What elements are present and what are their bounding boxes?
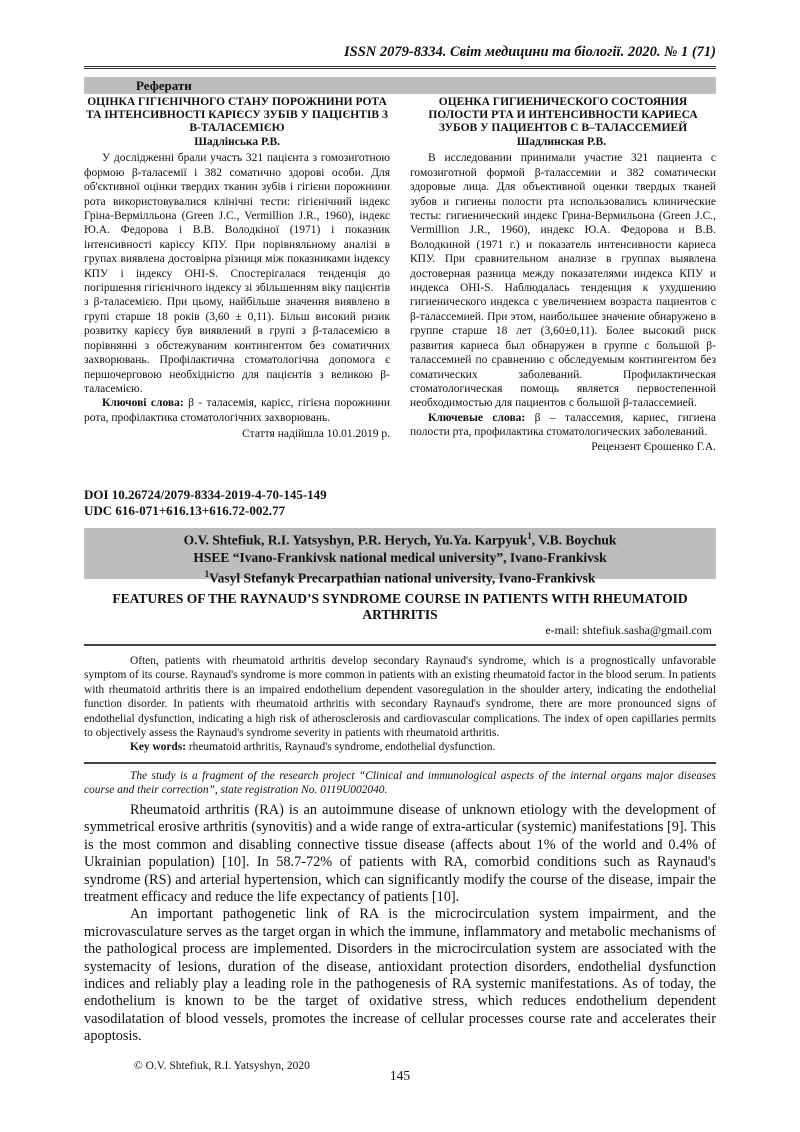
body-paragraph: An important pathogenetic link of RA is the microcirculation system impairment, and the microvasculature serves as the target organ in which the immune, inflammatory and metabolic mechanisms of the pathological process are implemented. Disorders in the microcirculation system are associated with the systemacity of lesions, duration of the disease, antioxidant protection disorders, endothelial dysfunction indices and reliably play a leading role in the pathogenesis of RA systemic manifestations. As of today, the endothelium is known to be the target of oxidative stress, which reduces endothelium dependent vasodilatation of blood vessels, promotes the increase of cellular processes course rate and accelerates their apoptosis. (84, 906, 716, 1045)
article-summary (84, 654, 716, 755)
journal-header: ISSN 2079-8334. Світ медицини та біології. 2020. № 1 (71) (84, 44, 716, 69)
abstract-ua-keywords-label: Ключові слова: (102, 397, 184, 410)
abstract-ru-keywords-label: Ключевые слова: (428, 411, 526, 424)
abstract-russian (410, 96, 716, 454)
abstract-ru-text: В исследовании принимали участие 321 пациента с гомозиготной формой β-талассемии и 382 соматически здоровые лица. Для объективной оценки твердых тканей зубов и гигиены полости рта использовались клинические тесты: гигиенический индекс Грина-Вермильона (Green J.C., Vermillion J.R., 1960), индекс Ю.А. Федорова и В.В. Володкиной (1971 г.) и показатель интенсивности кариеса КПУ. При сравнительном анализе в группах выявлена достоверная разница между показателями индекса КПУ и индекса ОНI-S. Наблюдалась тенденция к ухудшению гигиенического индекса с увеличением возраста пациентов с β-талассемией. При этом, наибольшее значение обнаружено в группе старше 18 лет (3,60±0,11). Более высокий риск развития кариеса был обнаружен в группе с большой β-талассемией по сравнению с обследуемым контингентом без соматических заболеваний. Профилактическая стоматологическая помощь является первостепенной необходимостью для пациентов с большой β-талассемией. (410, 152, 716, 410)
udc: UDC 616-071+616.13+616.72-002.77 (84, 503, 286, 518)
abstract-ua-received: Стаття надійшла 10.01.2019 р. (242, 428, 390, 441)
divider (84, 644, 716, 646)
affiliation-secondary: $^1$Vasyl Stefanyk Precarpathian national university, Ivano-Frankivsk (204, 568, 596, 585)
abstract-ru-keywords-text: β – талассемия, кариес, гигиена полости рта, профилактика стоматологических заболеваний. (410, 411, 716, 439)
abstract-ua-title: ОЦІНКА ГІГІЄНІЧНОГО СТАНУ ПОРОЖНИНИ РОТА ТА ІНТЕНСИВНОСТІ КАРІЄСУ ЗУБІВ У ПАЦІЄНТІВ З В-ТАЛАСЕМІЄЮ (85, 96, 388, 134)
summary-keywords-label: Key words: (130, 741, 186, 754)
copyright: © O.V. Shtefiuk, R.I. Yatsyshyn, 2020 (134, 1060, 310, 1072)
author-email[interactable]: e-mail: shtefiuk.sasha@gmail.com (545, 623, 712, 637)
abstract-ua-keywords-text: β - таласемія, карієс, гігієна порожнини рота, профілактика стоматологічних захворювань. (84, 397, 390, 424)
summary-keywords-text: rheumatoid arthritis, Raynaud's syndrome, endothelial dysfunction. (188, 741, 496, 754)
abstract-ru-author: Шадлинская Р.В. (516, 136, 606, 148)
affiliation-main: HSEE “Ivano-Frankivsk national medical university”, Ivano-Frankivsk (193, 549, 607, 565)
body-paragraph: Rheumatoid arthritis (RA) is an autoimmune disease of unknown etiology with the development of symmetrical erosive arthritis (synovitis) and a wide range of extra-articular (systemic) manifestations [9]. This is the most common and disabling connective tissue disease (affects about 1% of the world and 0.4% of Ukrainian population) [10]. In 58.7-72% of patients with RA, comorbid conditions such as Raynaud's syndrome (RS) and arterial hypertension, which can significantly modify the course of the disease, impair the treatment efficacy and reduce the life expectancy of patients [10]. (84, 802, 716, 906)
abstract-ru-reviewer: Рецензент Єрошенко Г.А. (591, 440, 716, 453)
doi-block (84, 487, 327, 519)
summary-text: Often, patients with rheumatoid arthritis develop secondary Raynaud's syndrome, which is a prognostically unfavorable symptom of its course. Raynaud's syndrome is more common in patients with an existing rheumatoid factor in the blood serum. In patients with rheumatoid arthritis there is an impaired endothelium dependent vasoregulation in the shoulder artery, indicating the endothelial function disorder. In patients with rheumatoid arthritis with secondary Raynaud's syndrome, there are more pronounced signs of endothelial dysfunction, indicating a high risk of atherosclerosis and cardiovascular complications. The index of open capillaries permits to objectively assess the Raynaud's syndrome severity in patients with rheumatoid arthritis. (84, 655, 716, 740)
article-body (84, 802, 716, 1046)
abstracts-heading: Реферати (84, 77, 716, 94)
author-names: O.V. Shtefiuk, R.I. Yatsyshyn, P.R. Herych, Yu.Ya. Karpyuk$^1$, V.B. Boychuk (183, 531, 617, 548)
abstract-ukrainian (84, 96, 390, 442)
doi: DOI 10.26724/2079-8334-2019-4-70-145-149 (84, 487, 327, 502)
abstract-ru-title: ОЦЕНКА ГИГИЕНИЧЕСКОГО СОСТОЯНИЯ ПОЛОСТИ РТА И ИНТЕНСИВНОСТИ КАРИЕСА ЗУБОВ У ПАЦИЕНТОВ С В–ТАЛАССЕМИЕЙ (428, 96, 698, 134)
research-fragment-note: The study is a fragment of the research project “Clinical and immunological aspects of the internal organs major diseases course and their correction”, state registration No. 0119U002040. (84, 770, 716, 797)
authors-bar (84, 528, 716, 585)
abstract-ua-author: Шадлінська Р.В. (194, 136, 280, 148)
abstract-ru-keywords (410, 411, 716, 440)
divider (84, 762, 716, 764)
abstract-ua-text: У дослідженні брали участь 321 пацієнта з гомозиготною формою β-таласемії і 382 соматично здорові особи. Для об'єктивної оцінки твердих тканин зубів і гігієни порожнини рота використовувалися клінічні тести: гігієнічний індекс Гріна-Вермілльона (Green J.C., Vermillion J.R., 1960), індекс Ю.А. Федорова і В.В. Володкіної (1971) і показник інтенсивності карієсу КПУ. При порівняльному аналізі в групах виявлена достовірна різниця між показниками індексу КПУ і індексу ОНІ-S. Спостерігалася тенденція до погіршення гігієнічного індексу зі збільшенням віку пацієнтів з β-таласемією. При цьому, найбільше значення виявлено в групі старше 18 років (3,60 ± 0,11). Більш високий ризик розвитку карієсу був виявлений в групі з β-таласемією в порівнянні з обстежуваним контингентом без соматичних захворювань. Профілактична стоматологічна допомога є першочерговою необхідністю для пацієнтів з великою β-таласемією. (84, 152, 390, 395)
article-title: FEATURES OF THE RAYNAUD’S SYNDROME COURSE IN PATIENTS WITH RHEUMATOID ARTHRITIS (112, 591, 688, 622)
summary-keywords (84, 740, 716, 754)
abstract-ua-keywords (84, 396, 390, 425)
page-number: 145 (389, 1068, 411, 1083)
